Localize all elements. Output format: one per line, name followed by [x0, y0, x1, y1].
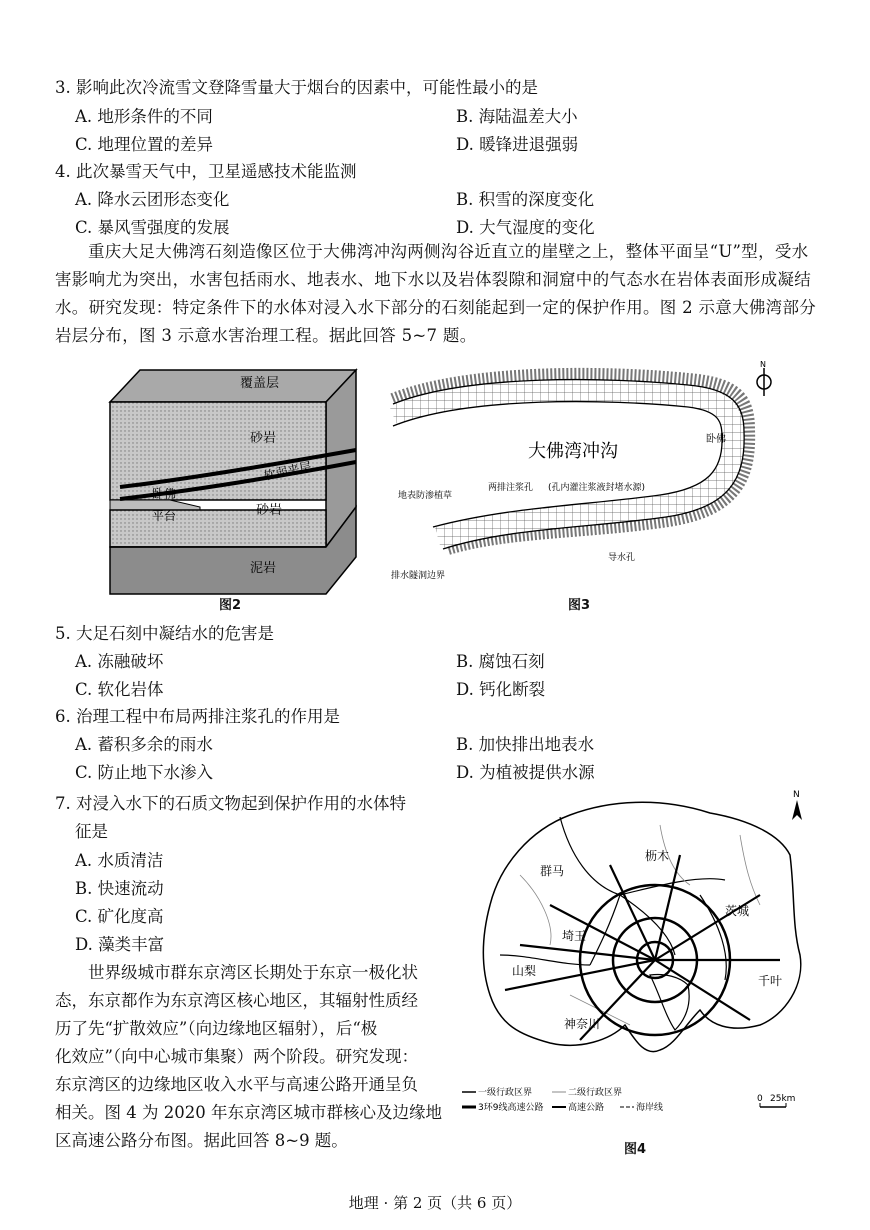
q4-stem: 4. 此次暴雪天气中，卫星遥感技术能监测 [55, 162, 357, 181]
fig3-label-wofo: 卧佛 [706, 434, 726, 445]
q7-option-a: A. 水质清洁 [75, 851, 164, 870]
q6-stem: 6. 治理工程中布局两排注浆孔的作用是 [55, 707, 340, 726]
q3-stem: 3. 影响此次冷流雪文登降雪量大于烟台的因素中，可能性最小的是 [55, 78, 538, 97]
fig4-scale-zero: 0 [757, 1094, 763, 1104]
passage-tokyo-line: 相关。图 4 为 2020 年东京湾区城市群核心及边缘地 [55, 1103, 442, 1122]
fig4-region-ibaraki: 茨城 [725, 904, 750, 918]
q6-option-b: B. 加快排出地表水 [456, 735, 595, 754]
fig4-legend-item: 二级行政区界 [568, 1088, 623, 1098]
q3-option-d: D. 暖锋进退强弱 [456, 135, 579, 154]
fig3-title: 大佛湾冲沟 [528, 441, 618, 462]
q4-option-c: C. 暴风雪强度的发展 [75, 218, 230, 237]
fig3-gully-map [388, 360, 788, 585]
fig4-region-chiba: 千叶 [758, 974, 783, 988]
fig2-label-sand2: 砂岩 [256, 503, 283, 518]
q7-stem-line2: 征是 [75, 822, 108, 841]
fig4-legend-item: 高速公路 [568, 1103, 605, 1113]
fig4-region-gunma: 群马 [540, 864, 565, 878]
q6-option-a: A. 蓄积多余的雨水 [75, 735, 213, 754]
passage-tokyo-line: 历了先“扩散效应”（向边缘地区辐射），后“极 [55, 1019, 378, 1038]
fig4-legend-item: 一级行政区界 [478, 1088, 533, 1098]
fig2-caption: 图2 [219, 598, 242, 613]
fig4-legend-item: 海岸线 [636, 1103, 664, 1113]
fig2-label-cover: 覆盖层 [240, 376, 280, 391]
fig3-label-holes: 两排注浆孔 [488, 483, 534, 493]
fig2-label-wofo: 卧佛 [152, 487, 177, 501]
fig4-legend [462, 1086, 663, 1113]
fig2-label-platform: 平台 [152, 509, 177, 523]
fig3-caption: 图3 [568, 598, 591, 613]
q5-stem: 5. 大足石刻中凝结水的危害是 [55, 624, 274, 643]
fig2-label-mud: 泥岩 [250, 561, 277, 576]
q7-option-b: B. 快速流动 [75, 879, 164, 898]
passage-tokyo-line: 化效应”（向中心城市集聚）两个阶段。研究发现： [55, 1047, 419, 1066]
fig4-north-label: N [793, 790, 800, 800]
q4-option-a: A. 降水云团形态变化 [75, 190, 230, 209]
fig3-label-tunnel: 排水隧洞边界 [391, 571, 446, 581]
fig3-north-arrow-icon [757, 360, 771, 396]
q5-option-a: A. 冻融破坏 [75, 652, 164, 671]
q4-option-d: D. 大气湿度的变化 [456, 218, 595, 237]
fig4-region-yamanashi: 山梨 [512, 964, 537, 978]
passage-tokyo-line: 态，东京都作为东京湾区核心地区，其辐射性质经 [55, 991, 418, 1010]
passage-tokyo-line: 世界级城市群东京湾区长期处于东京一极化状 [88, 963, 418, 982]
page-footer: 地理 · 第 2 页（共 6 页） [348, 1194, 522, 1212]
fig4-tokyo-bay-map [460, 785, 820, 1115]
fig4-legend-item: 3环9线高速公路 [478, 1103, 544, 1113]
passage-tokyo-line: 区高速公路分布图。据此回答 8~9 题。 [55, 1131, 348, 1150]
q5-option-b: B. 腐蚀石刻 [456, 652, 545, 671]
q7-stem-line1: 7. 对浸入水下的石质文物起到保护作用的水体特 [55, 794, 406, 813]
fig3-label-grass: 地表防渗植草 [398, 491, 453, 501]
fig4-region-tochigi: 枥木 [645, 849, 670, 863]
passage-tokyo-line: 东京湾区的边缘地区收入水平与高速公路开通呈负 [55, 1075, 418, 1094]
fig2-strata-block [100, 362, 370, 597]
q6-option-c: C. 防止地下水渗入 [75, 763, 214, 782]
fig4-caption: 图4 [624, 1142, 647, 1157]
q3-option-a: A. 地形条件的不同 [75, 107, 213, 126]
q4-option-b: B. 积雪的深度变化 [456, 190, 595, 209]
fig3-label-drain: 导水孔 [608, 553, 636, 563]
fig4-region-saitama: 埼玉 [562, 929, 587, 943]
fig4-scale-length: 25km [770, 1094, 796, 1104]
fig3-label-note: (孔内灌注浆液封堵水源) [548, 483, 646, 493]
fig3-north-label: N [760, 360, 766, 369]
fig4-scale-bar [757, 1094, 795, 1107]
fig2-label-soft-layer: 软弱夹层 [262, 459, 313, 483]
q3-option-b: B. 海陆温差大小 [456, 107, 578, 126]
q3-option-c: C. 地理位置的差异 [75, 135, 214, 154]
q7-option-d: D. 藻类丰富 [75, 935, 165, 954]
q5-option-c: C. 软化岩体 [75, 680, 164, 699]
fig4-region-kanagawa: 神奈川 [564, 1017, 601, 1031]
q5-option-d: D. 钙化断裂 [456, 680, 546, 699]
fig2-label-sand1: 砂岩 [250, 431, 277, 446]
q7-option-c: C. 矿化度高 [75, 907, 164, 926]
q6-option-d: D. 为植被提供水源 [456, 763, 595, 782]
passage-dazu: 重庆大足大佛湾石刻造像区位于大佛湾冲沟两侧沟谷近直立的崖壁之上，整体平面呈“U”型，受水害影响尤为突出，水害包括雨水、地表水、地下水以及岩体裂隙和洞窟中的气态水在岩体表面形成凝结水。研究发现：特定条件下的水体对浸入水下部分的石刻能起到一定的保护作用。图 2 示意大佛湾部分岩层分布，图 3 示意水害治理工程。据此回答 5~7 题。 [55, 242, 817, 345]
fig4-north-arrow-icon [792, 790, 802, 820]
